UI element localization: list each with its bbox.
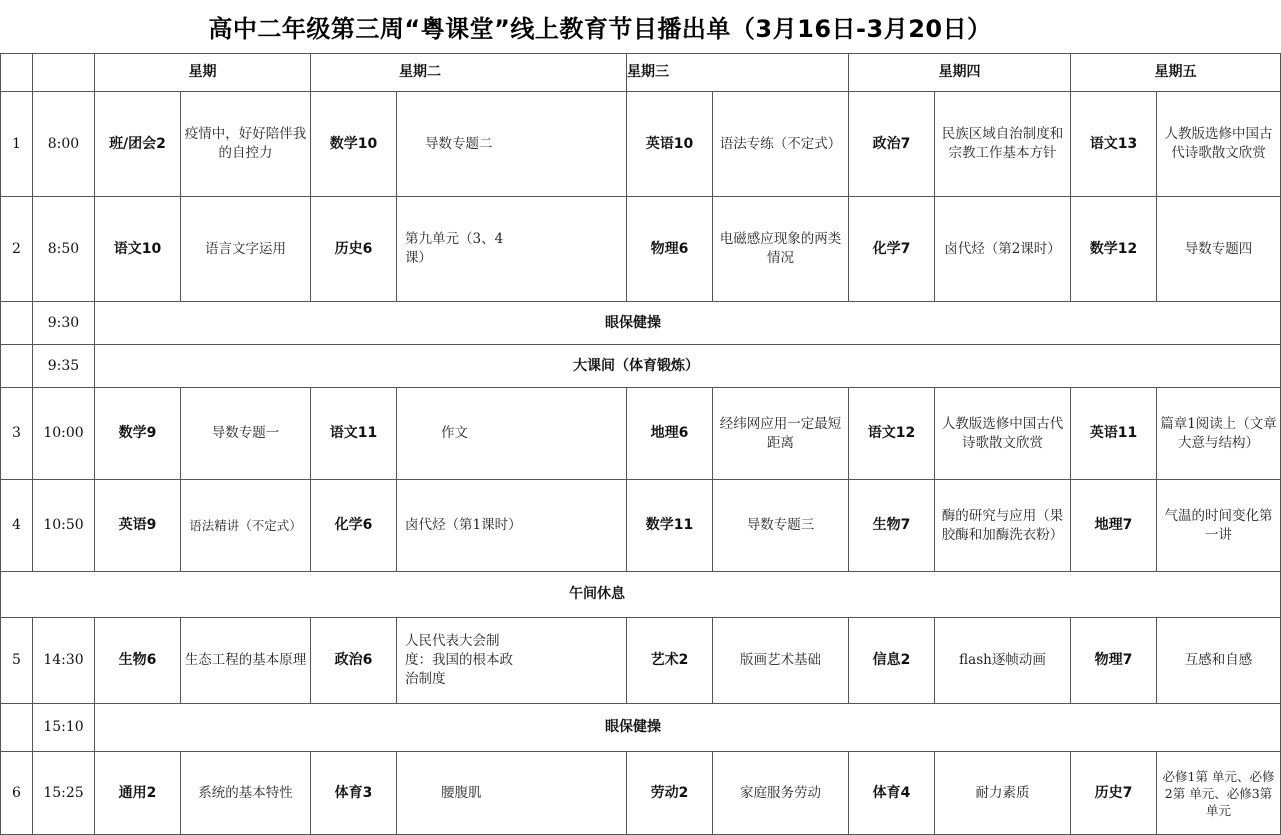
topic-cell: 家庭服务劳动 — [713, 752, 849, 835]
noon-break-label: 午间休息 — [1, 572, 1281, 618]
topic-cell: 第九单元（3、4课） — [397, 197, 627, 302]
topic-cell: 导数专题三 — [713, 480, 849, 572]
subject-cell: 数学10 — [311, 92, 397, 197]
subject-cell: 体育4 — [849, 752, 935, 835]
topic-cell: 人教版选修中国古代诗歌散文欣赏 — [1157, 92, 1281, 197]
period-time: 8:00 — [33, 92, 95, 197]
break-row — [1, 345, 1281, 388]
topic-cell: 系统的基本特性 — [181, 752, 311, 835]
topic-cell: 生态工程的基本原理 — [181, 618, 311, 704]
subject-cell: 语文13 — [1071, 92, 1157, 197]
topic-cell: 语法精讲（不定式） — [181, 480, 311, 572]
topic-cell: 人民代表大会制度：我国的根本政治制度 — [397, 618, 627, 704]
topic-cell: 导数专题二 — [397, 92, 627, 197]
header-day1: 星期 — [95, 54, 311, 92]
period-time: 8:50 — [33, 197, 95, 302]
subject-cell: 地理6 — [627, 388, 713, 480]
table-row — [1, 480, 1281, 572]
table-row — [1, 92, 1281, 197]
break-row — [1, 572, 1281, 618]
subject-cell: 语文12 — [849, 388, 935, 480]
topic-cell: 语法专练（不定式） — [713, 92, 849, 197]
topic-cell: 卤代烃（第2课时） — [935, 197, 1071, 302]
subject-cell: 历史6 — [311, 197, 397, 302]
topic-cell: 语言文字运用 — [181, 197, 311, 302]
subject-cell: 班/团会2 — [95, 92, 181, 197]
subject-cell: 生物6 — [95, 618, 181, 704]
subject-cell: 体育3 — [311, 752, 397, 835]
subject-cell: 劳动2 — [627, 752, 713, 835]
subject-cell: 物理6 — [627, 197, 713, 302]
header-blank-num — [1, 54, 33, 92]
table-row — [1, 618, 1281, 704]
topic-cell: 腰腹肌 — [397, 752, 627, 835]
table-row — [1, 388, 1281, 480]
subject-cell: 生物7 — [849, 480, 935, 572]
subject-cell: 数学9 — [95, 388, 181, 480]
topic-cell: 电磁感应现象的两类情况 — [713, 197, 849, 302]
page-title: 高中二年级第三周“粤课堂”线上教育节目播出单（3月16日-3月20日） — [208, 14, 992, 43]
subject-cell: 化学7 — [849, 197, 935, 302]
period-time: 10:00 — [33, 388, 95, 480]
eye-exercise-label: 眼保健操 — [95, 302, 1281, 345]
period-number: 2 — [1, 197, 33, 302]
break-blank — [1, 704, 33, 752]
subject-cell: 艺术2 — [627, 618, 713, 704]
topic-cell: 经纬网应用一定最短距离 — [713, 388, 849, 480]
table-row — [1, 752, 1281, 835]
break-time: 9:35 — [33, 345, 95, 388]
period-number: 1 — [1, 92, 33, 197]
subject-cell: 化学6 — [311, 480, 397, 572]
topic-cell: 互感和自感 — [1157, 618, 1281, 704]
table-row — [1, 197, 1281, 302]
period-number: 3 — [1, 388, 33, 480]
topic-cell: 必修1第 单元、必修2第 单元、必修3第 单元 — [1157, 752, 1281, 835]
subject-cell: 地理7 — [1071, 480, 1157, 572]
subject-cell: 语文11 — [311, 388, 397, 480]
break-row — [1, 704, 1281, 752]
period-time: 15:25 — [33, 752, 95, 835]
topic-cell: 民族区域自治制度和宗教工作基本方针 — [935, 92, 1071, 197]
topic-cell: 导数专题四 — [1157, 197, 1281, 302]
header-day5: 星期五 — [1071, 54, 1281, 92]
subject-cell: 物理7 — [1071, 618, 1157, 704]
period-time: 10:50 — [33, 480, 95, 572]
header-blank-time — [33, 54, 95, 92]
big-break-label: 大课间（体育锻炼） — [95, 345, 1281, 388]
header-row — [1, 54, 1281, 92]
break-row — [1, 302, 1281, 345]
topic-cell: 导数专题一 — [181, 388, 311, 480]
header-day3: 星期三 — [627, 54, 849, 92]
break-time: 9:30 — [33, 302, 95, 345]
break-time: 15:10 — [33, 704, 95, 752]
subject-cell: 政治6 — [311, 618, 397, 704]
break-blank — [1, 302, 33, 345]
subject-cell: 历史7 — [1071, 752, 1157, 835]
break-blank — [1, 345, 33, 388]
subject-cell: 数学12 — [1071, 197, 1157, 302]
subject-cell: 数学11 — [627, 480, 713, 572]
schedule-table — [0, 53, 1281, 835]
topic-cell: 耐力素质 — [935, 752, 1071, 835]
subject-cell: 英语9 — [95, 480, 181, 572]
topic-cell: 气温的时间变化第一讲 — [1157, 480, 1281, 572]
subject-cell: 政治7 — [849, 92, 935, 197]
subject-cell: 通用2 — [95, 752, 181, 835]
subject-cell: 信息2 — [849, 618, 935, 704]
period-number: 4 — [1, 480, 33, 572]
header-day2: 星期二 — [311, 54, 627, 92]
subject-cell: 语文10 — [95, 197, 181, 302]
period-number: 5 — [1, 618, 33, 704]
eye-exercise-label: 眼保健操 — [95, 704, 1281, 752]
topic-cell: 版画艺术基础 — [713, 618, 849, 704]
topic-cell: 篇章1阅读上（文章大意与结构） — [1157, 388, 1281, 480]
subject-cell: 英语11 — [1071, 388, 1157, 480]
topic-cell: flash逐帧动画 — [935, 618, 1071, 704]
period-time: 14:30 — [33, 618, 95, 704]
topic-cell: 卤代烃（第1课时） — [397, 480, 627, 572]
topic-cell: 人教版选修中国古代诗歌散文欣赏 — [935, 388, 1071, 480]
topic-cell: 作文 — [397, 388, 627, 480]
period-number: 6 — [1, 752, 33, 835]
header-day4: 星期四 — [849, 54, 1071, 92]
topic-cell: 疫情中，好好陪伴我的自控力 — [181, 92, 311, 197]
subject-cell: 英语10 — [627, 92, 713, 197]
topic-cell: 酶的研究与应用（果胶酶和加酶洗衣粉） — [935, 480, 1071, 572]
